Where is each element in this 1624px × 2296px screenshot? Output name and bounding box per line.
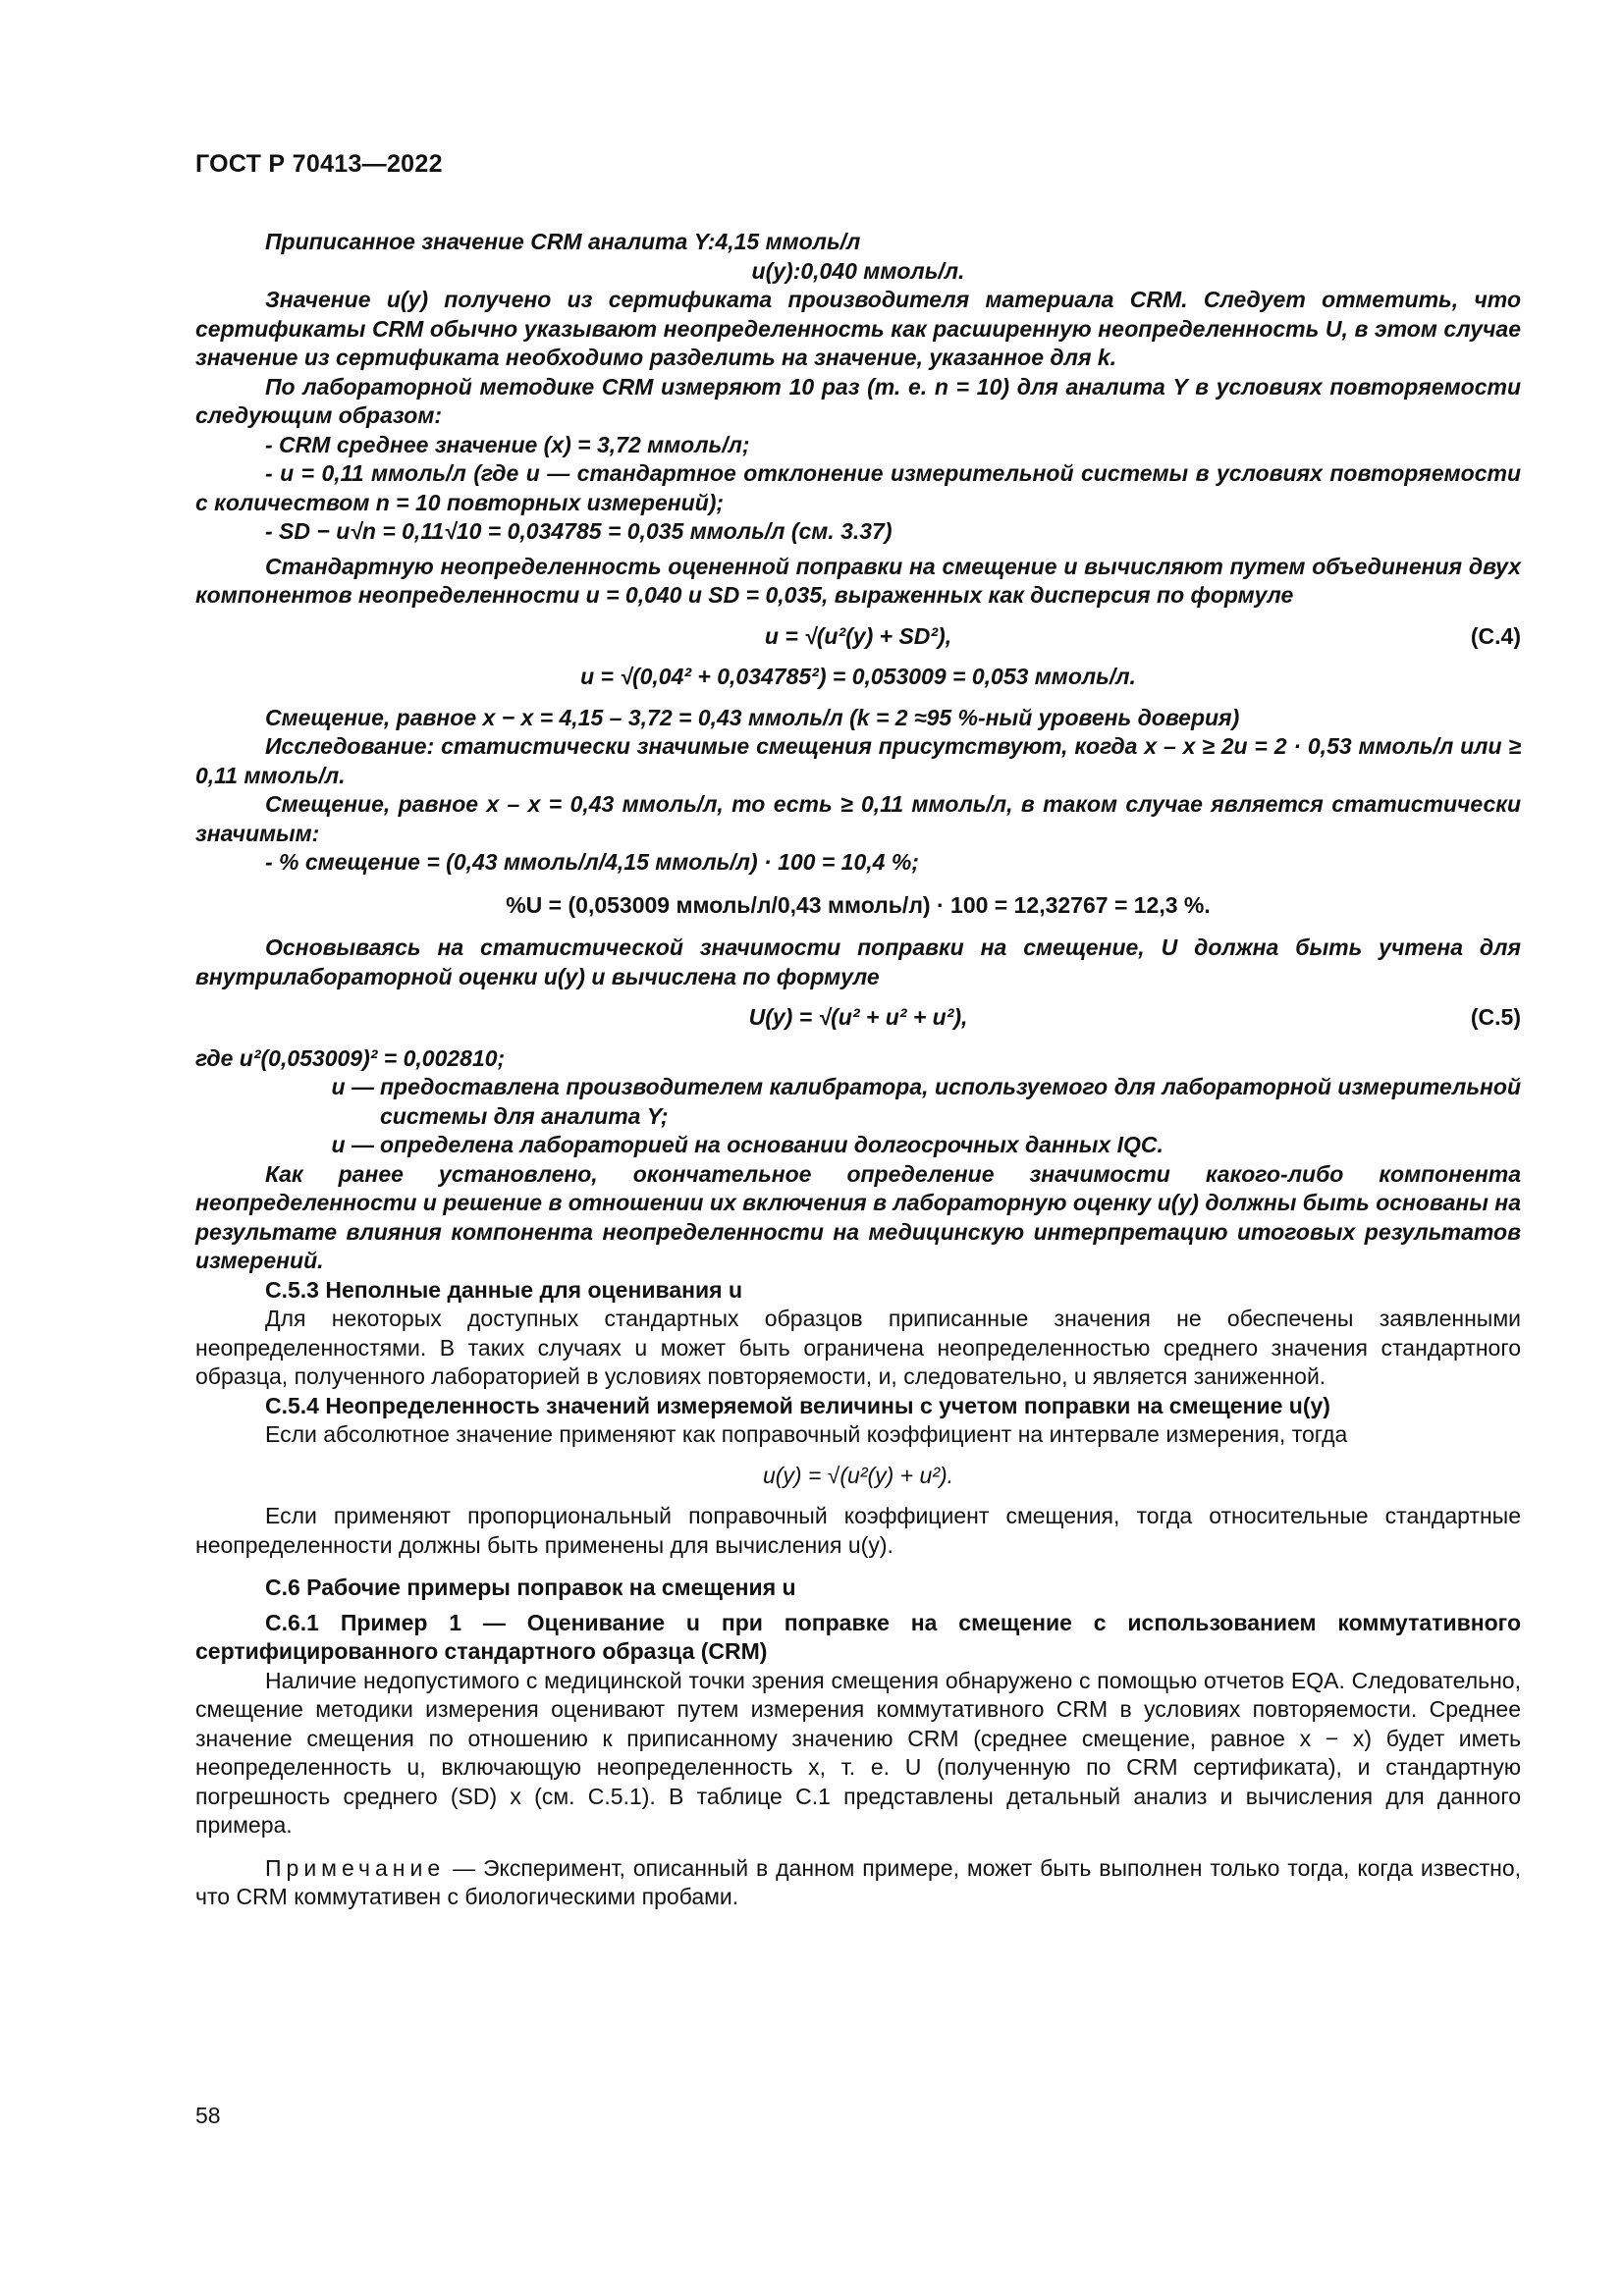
formula-ucorr (195, 1462, 1521, 1491)
heading-c61: С.6.1 Пример 1 — Оценивание u при поправке на смещение с использованием коммутативного сертифицированного стандартного образца (CRM) (195, 1609, 1521, 1664)
formula-c4 (195, 622, 1521, 652)
formula-c4-expression: u = √(u²(y) + SD²), (764, 622, 952, 649)
formula-c5-expression: U(y) = √(u² + u² + u²), (748, 1004, 968, 1030)
paragraph-based-on-significance: Основываясь на статистической значимости поправки на смещение, U должна быть учтена для внутрилабораторной оценки u(y) и вычислена по формуле (195, 934, 1521, 989)
list-item-mean: - CRM среднее значение (x) = 3,72 ммоль/л; (265, 431, 750, 457)
list-item-percent-bias: - % смещение = (0,43 ммоль/л/4,15 ммоль/л) · 100 = 10,4 %; (265, 849, 919, 875)
paragraph-uref-source: Значение u(y) получено из сертификата производителя материала CRM. Следует отметить, что сертификаты CRM обычно указывают неопределенность как расширенную неопределенность U, в этом случае значение из сертификата необходимо разделить на значение, указанное для k. (195, 287, 1521, 370)
document-header: ГОСТ Р 70413—2022 (195, 150, 443, 178)
paragraph-lab-method: По лабораторной методике CRM измеряют 10 раз (т. е. n = 10) для аналита Y в условиях повторяемости следующим образом: (195, 373, 1521, 428)
page-content (195, 228, 1521, 1912)
heading-c53: С.5.3 Неполные данные для оценивания u (265, 1276, 743, 1303)
list-item-ulab: - u = 0,11 ммоль/л (где u — стандартное отклонение измерительной системы в условиях повторяемости с количеством n = 10 повторных измерений); (195, 460, 1521, 515)
formula-ubias-calc-expression: u = √(0,04² + 0,034785²) = 0,053009 = 0,053 ммоль/л. (580, 664, 1136, 689)
formula-percent-ubias: %U = (0,053009 ммоль/л/0,43 ммоль/л) · 100 = 12,32767 = 12,3 %. (506, 891, 1211, 918)
formula-c5 (195, 1003, 1521, 1033)
definition-urw-symbol: u — (331, 1132, 374, 1157)
note-text: — Эксперимент, описанный в данном примере, может быть выполнен только тогда, когда известно, что CRM коммутативен с биологическими пробами. (195, 1854, 1521, 1909)
paragraph-uref-value: u(y):0,040 ммоль/л. (751, 257, 965, 284)
paragraph-bias-equal: Смещение, равное x − x = 4,15 – 3,72 = 0,43 ммоль/л (k = 2 ≈95 %-ный уровень доверия) (265, 704, 1240, 730)
paragraph-c61: Наличие недопустимого с медицинской точки зрения смещения обнаружено с помощью отчетов EQA. Следовательно, смещение методики измерения оценивают путем измерения коммутативного CRM в условиях повторяемости. Среднее значение смещения по отношению к приписанному значению CRM (среднее смещение, равное x − x) будет иметь неопределенность u, включающую неопределенность x, т. е. U (полученную по CRM сертификата), и стандартную погрешность среднего (SD) x (см. С.5.1). В таблице С.1 представлены детальный анализ и вычисления для данного примера. (195, 1667, 1521, 1838)
paragraph-c53: Для некоторых доступных стандартных образцов приписанные значения не обеспечены заявленными неопределенностями. В таких случаях u может быть ограничена неопределенностью среднего значения стандартного образца, полученного лабораторией в условиях повторяемости, и, следовательно, u является заниженной. (195, 1306, 1521, 1389)
definition-urw-text: определена лабораторией на основании долгосрочных данных IQC. (380, 1132, 1164, 1157)
note-label: Примечание (265, 1854, 446, 1881)
paragraph-c54: Если абсолютное значение применяют как поправочный коэффициент на интервале измерения, тогда (265, 1421, 1348, 1447)
formula-c5-number: (C.5) (1470, 1004, 1521, 1030)
paragraph-previously-established: Как ранее установлено, окончательное определение значимости какого-либо компонента неопределенности и решение в отношении их включения в лабораторную оценку u(y) должны быть основаны на результате влияния компонента неопределенности на медицинскую интерпретацию итоговых результатов измерений. (195, 1160, 1521, 1273)
definition-ucal-symbol: u — (331, 1074, 374, 1099)
paragraph-bias-significant: Смещение, равное x – x = 0,43 ммоль/л, то есть ≥ 0,11 ммоль/л, в таком случае является статистически значимым: (195, 791, 1521, 846)
note (195, 1854, 1521, 1912)
list-item-sdmean: - SD − u√n = 0,11√10 = 0,034785 = 0,035 ммоль/л (см. 3.37) (265, 518, 893, 544)
heading-c54: С.5.4 Неопределенность значений измеряемой величины с учетом поправки на смещение u(y) (265, 1392, 1330, 1418)
formula-c4-number: (C.4) (1470, 622, 1521, 649)
paragraph-c54b: Если применяют пропорциональный поправочный коэффициент смещения, тогда относительные стандартные неопределенности должны быть применены для вычисления u(y). (195, 1503, 1521, 1558)
formula-ubias-calc (195, 663, 1521, 692)
formula-ucorr-expression: u(y) = √(u²(y) + u²). (762, 1462, 954, 1488)
heading-c6: С.6 Рабочие примеры поправок на смещения u (265, 1575, 796, 1600)
paragraph-standard-uncertainty: Стандартную неопределенность оцененной поправки на смещение u вычисляют путем объединения двух компонентов неопределенности u = 0,040 и SD = 0,035, выраженных как дисперсия по формуле (195, 553, 1521, 608)
definition-ucal-text: предоставлена производителем калибратора, используемого для лабораторной измерительной системы для аналита Y; (380, 1074, 1521, 1129)
definition-ucal (237, 1073, 1521, 1131)
paragraph-assigned-value: Приписанное значение CRM аналита Y:4,15 ммоль/л (265, 229, 861, 254)
paragraph-where-ubias: где u²(0,053009)² = 0,002810; (195, 1044, 506, 1071)
definition-urw (237, 1131, 1521, 1160)
paragraph-study: Исследование: статистически значимые смещения присутствуют, когда x – x ≥ 2u = 2 · 0,53 ммоль/л или ≥ 0,11 ммоль/л. (195, 733, 1521, 788)
page-number: 58 (195, 2103, 221, 2128)
